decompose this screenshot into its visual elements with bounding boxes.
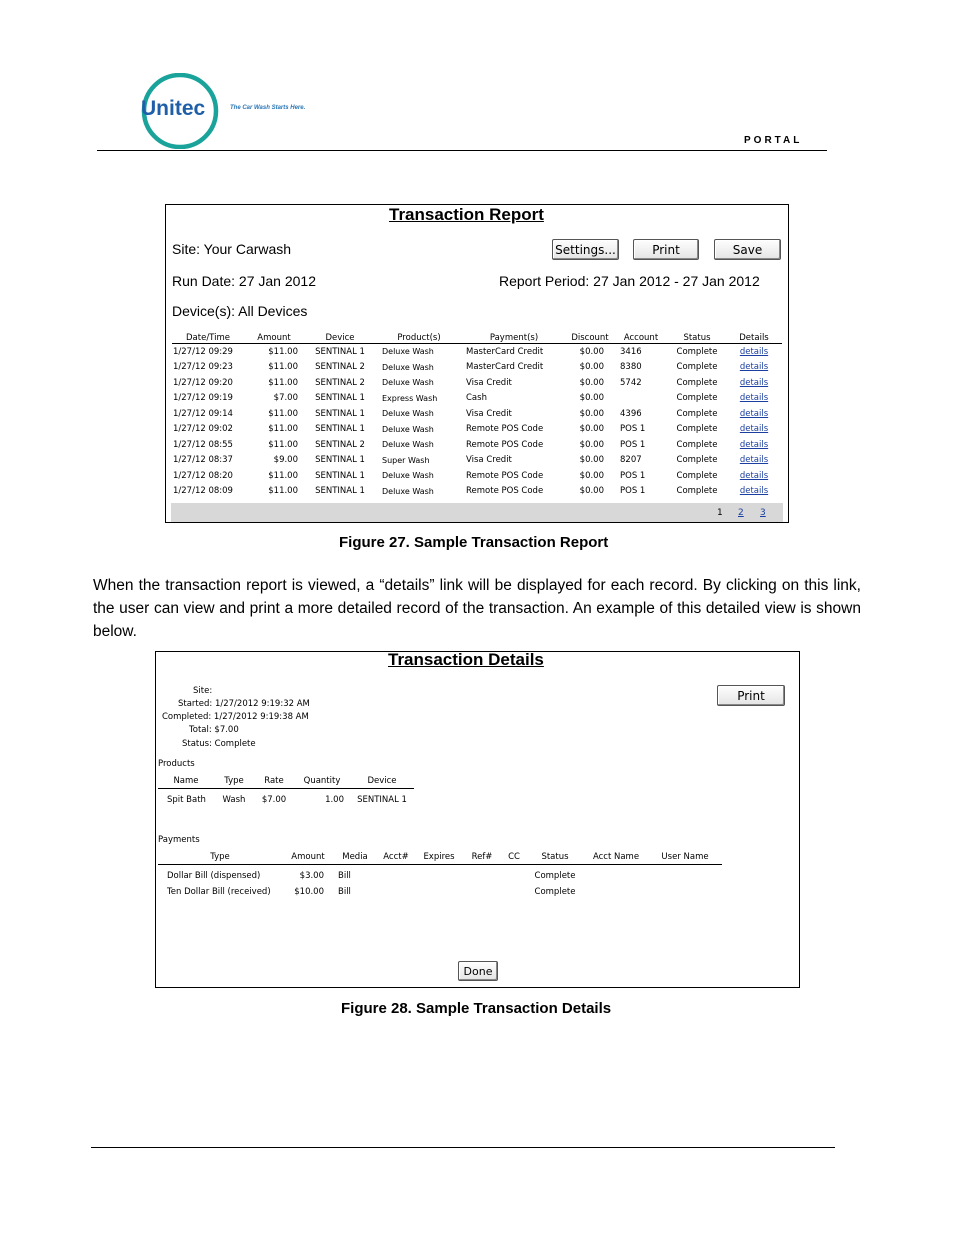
row-datetime: 1/27/12 09:29 <box>173 346 233 357</box>
row-account: 5742 <box>620 377 642 388</box>
row-device: SENTINAL 2 <box>315 439 365 450</box>
products-header-row <box>158 776 414 789</box>
details-link[interactable]: details <box>739 346 769 357</box>
table-row <box>158 789 414 806</box>
row-device: SENTINAL 1 <box>315 455 365 466</box>
row-account <box>614 391 668 407</box>
row-datetime: 1/27/12 09:23 <box>173 362 233 373</box>
payment-acct-name <box>584 881 648 897</box>
report-table-body <box>172 344 782 500</box>
row-device: SENTINAL 1 <box>315 486 365 497</box>
row-amount: $11.00 <box>268 362 298 373</box>
row-datetime: 1/27/12 08:20 <box>173 470 233 481</box>
row-payment: Remote POS Code <box>466 486 544 497</box>
payment-acct-name <box>584 865 648 882</box>
row-product: Super Wash <box>382 455 430 465</box>
done-button[interactable]: Done <box>458 961 498 981</box>
row-product: Deluxe Wash <box>382 362 434 372</box>
row-account: POS 1 <box>620 439 646 450</box>
row-discount: $0.00 <box>579 393 604 404</box>
row-account: POS 1 <box>620 470 646 481</box>
row-status: Complete <box>676 486 718 497</box>
row-account: POS 1 <box>620 486 646 497</box>
row-account: 4396 <box>620 408 642 419</box>
payment-media: Bill <box>338 870 351 881</box>
details-link[interactable]: details <box>739 424 769 435</box>
col-header: Amount <box>257 333 291 343</box>
col-header: Status <box>683 333 711 343</box>
figure28-caption: Figure 28. Sample Transaction Details <box>341 1000 612 1017</box>
col-header: Discount <box>571 333 609 343</box>
row-amount: $11.00 <box>268 470 298 481</box>
row-account: POS 1 <box>620 424 646 435</box>
details-link[interactable]: details <box>739 470 769 481</box>
table-row <box>172 422 782 438</box>
table-row <box>172 437 782 453</box>
payment-ref <box>462 865 502 882</box>
row-product: Deluxe Wash <box>382 378 434 388</box>
row-amount: $11.00 <box>268 486 298 497</box>
payment-expires <box>416 881 462 897</box>
payment-amount: $10.00 <box>294 886 324 897</box>
row-discount: $0.00 <box>579 377 604 388</box>
row-amount: $7.00 <box>273 393 298 404</box>
payment-status: Complete <box>534 886 576 897</box>
row-datetime: 1/27/12 09:20 <box>173 377 233 388</box>
page-current: 1 <box>717 508 723 518</box>
row-payment: MasterCard Credit <box>466 362 544 373</box>
report-period: Report Period: 27 Jan 2012 - 27 Jan 2012 <box>499 273 760 289</box>
col-header: Payment(s) <box>489 333 539 343</box>
details-print-button[interactable]: Print <box>717 685 785 706</box>
row-payment: Remote POS Code <box>466 424 544 435</box>
col-header: Account <box>623 333 659 343</box>
payment-type: Dollar Bill (dispensed) <box>167 870 261 881</box>
row-discount: $0.00 <box>579 439 604 450</box>
page-link[interactable]: 2 <box>738 508 744 518</box>
table-row <box>172 468 782 484</box>
row-device: SENTINAL 1 <box>315 424 365 435</box>
row-amount: $11.00 <box>268 377 298 388</box>
payment-cc <box>502 865 526 882</box>
report-table <box>172 330 782 499</box>
footer-divider <box>91 1147 835 1148</box>
col-header: Quantity <box>303 776 341 786</box>
row-status: Complete <box>676 346 718 357</box>
row-discount: $0.00 <box>579 346 604 357</box>
row-amount: $9.00 <box>273 455 298 466</box>
product-name: Spit Bath <box>167 794 206 805</box>
row-payment: Visa Credit <box>466 377 512 388</box>
col-header: Details <box>739 333 769 343</box>
payment-type: Ten Dollar Bill (received) <box>167 886 271 897</box>
row-account: 3416 <box>620 346 642 357</box>
payment-acct <box>376 881 416 897</box>
row-discount: $0.00 <box>579 455 604 466</box>
payment-expires <box>416 865 462 882</box>
row-status: Complete <box>676 455 718 466</box>
report-title: Transaction Report <box>389 205 544 224</box>
payments-header-row <box>158 852 722 865</box>
col-header: Type <box>210 852 230 862</box>
row-device: SENTINAL 1 <box>315 393 365 404</box>
product-type: Wash <box>222 794 246 805</box>
col-header: Product(s) <box>397 333 441 343</box>
table-row <box>172 375 782 391</box>
payment-ref <box>462 881 502 897</box>
row-device: SENTINAL 2 <box>315 377 365 388</box>
row-status: Complete <box>676 424 718 435</box>
detail-started: Started: 1/27/2012 9:19:32 AM <box>178 699 310 709</box>
row-payment: Remote POS Code <box>466 470 544 481</box>
row-discount: $0.00 <box>579 362 604 373</box>
table-row <box>172 484 782 500</box>
row-payment: Cash <box>466 393 487 404</box>
report-run-date: Run Date: 27 Jan 2012 <box>172 273 316 289</box>
report-header-row <box>172 330 782 344</box>
row-datetime: 1/27/12 08:09 <box>173 486 233 497</box>
col-header: Ref# <box>471 852 493 862</box>
detail-status: Status: Complete <box>182 739 256 749</box>
figure27-caption: Figure 27. Sample Transaction Report <box>339 534 609 551</box>
table-row <box>172 391 782 407</box>
header-divider <box>97 150 827 151</box>
row-device: SENTINAL 1 <box>315 408 365 419</box>
col-header: Rate <box>264 776 284 786</box>
print-button[interactable]: Print <box>633 239 699 260</box>
product-quantity: 1.00 <box>325 794 344 805</box>
row-status: Complete <box>676 470 718 481</box>
product-device: SENTINAL 1 <box>357 794 407 805</box>
row-payment: Remote POS Code <box>466 439 544 450</box>
col-header: Name <box>173 776 199 786</box>
col-header: Date/Time <box>186 333 230 343</box>
row-product: Deluxe Wash <box>382 409 434 419</box>
row-device: SENTINAL 1 <box>315 346 365 357</box>
row-device: SENTINAL 1 <box>315 470 365 481</box>
body-paragraph: When the transaction report is viewed, a “details” link will be displayed for each record. By clicking on this link, the user can view and print a more detailed record of the transaction. An example of this detailed view is shown below. <box>93 577 861 640</box>
col-header: Acct Name <box>592 852 640 862</box>
details-link[interactable]: details <box>739 439 769 450</box>
col-header: CC <box>508 852 520 862</box>
row-amount: $11.00 <box>268 439 298 450</box>
logo-ring-icon <box>138 73 222 149</box>
product-rate: $7.00 <box>261 794 287 805</box>
payment-cc <box>502 881 526 897</box>
row-product: Deluxe Wash <box>382 424 434 434</box>
col-header: Media <box>342 852 368 862</box>
transaction-report-figure <box>165 204 789 523</box>
row-discount: $0.00 <box>579 424 604 435</box>
unitec-logo <box>138 73 318 149</box>
report-devices: Device(s): All Devices <box>172 303 308 319</box>
row-product: Deluxe Wash <box>382 471 434 481</box>
detail-site: Site: <box>193 686 213 696</box>
row-status: Complete <box>676 377 718 388</box>
payment-acct <box>376 865 416 882</box>
row-product: Deluxe Wash <box>382 486 434 496</box>
row-account: 8380 <box>620 362 642 373</box>
logo-tagline: The Car Wash Starts Here. <box>230 105 306 111</box>
row-status: Complete <box>676 393 718 404</box>
payment-media: Bill <box>338 886 351 897</box>
details-link[interactable]: details <box>739 408 769 419</box>
col-header: User Name <box>661 852 709 862</box>
row-product: Deluxe Wash <box>382 440 434 450</box>
details-link[interactable]: details <box>739 362 769 373</box>
details-link[interactable]: details <box>739 377 769 388</box>
row-datetime: 1/27/12 08:55 <box>173 439 233 450</box>
row-payment: MasterCard Credit <box>466 346 544 357</box>
table-row <box>172 406 782 422</box>
report-site: Site: Your Carwash <box>172 241 292 257</box>
transaction-details-figure <box>155 651 800 988</box>
row-payment: Visa Credit <box>466 455 512 466</box>
payments-table <box>158 852 722 897</box>
section-label: PORTAL <box>744 135 803 146</box>
row-datetime: 1/27/12 09:02 <box>173 424 233 435</box>
page-link[interactable]: 3 <box>760 508 766 518</box>
row-amount: $11.00 <box>268 346 298 357</box>
row-status: Complete <box>676 362 718 373</box>
payment-amount: $3.00 <box>299 870 324 881</box>
products-label: Products <box>158 759 195 769</box>
row-amount: $11.00 <box>268 408 298 419</box>
row-datetime: 1/27/12 09:19 <box>173 393 233 404</box>
row-datetime: 1/27/12 09:14 <box>173 408 233 419</box>
row-discount: $0.00 <box>579 408 604 419</box>
col-header: Status <box>541 852 569 862</box>
row-product: Express Wash <box>382 393 438 403</box>
settings-button[interactable]: Settings... <box>552 239 619 260</box>
table-row <box>172 344 782 360</box>
table-row <box>172 453 782 469</box>
table-row <box>158 865 722 882</box>
col-header: Amount <box>291 852 325 862</box>
col-header: Type <box>224 776 244 786</box>
row-device: SENTINAL 2 <box>315 362 365 373</box>
pagination-bar <box>171 503 783 522</box>
detail-completed: Completed: 1/27/2012 9:19:38 AM <box>162 712 309 722</box>
save-button[interactable]: Save <box>714 239 781 260</box>
table-row <box>158 881 722 897</box>
table-row <box>172 360 782 376</box>
row-amount: $11.00 <box>268 424 298 435</box>
payment-user-name <box>648 865 722 882</box>
row-discount: $0.00 <box>579 470 604 481</box>
row-payment: Visa Credit <box>466 408 512 419</box>
row-datetime: 1/27/12 08:37 <box>173 455 233 466</box>
col-header: Device <box>325 333 355 343</box>
details-title: Transaction Details <box>388 650 544 669</box>
logo-text: Unitec <box>141 97 206 120</box>
detail-total: Total: $7.00 <box>189 725 239 735</box>
row-product: Deluxe Wash <box>382 347 434 357</box>
payment-user-name <box>648 881 722 897</box>
col-header: Acct# <box>383 852 409 862</box>
payment-status: Complete <box>534 870 576 881</box>
col-header: Expires <box>423 852 455 862</box>
details-link[interactable]: details <box>739 393 769 404</box>
row-status: Complete <box>676 408 718 419</box>
products-table <box>158 776 414 805</box>
row-status: Complete <box>676 439 718 450</box>
row-account: 8207 <box>620 455 642 466</box>
row-discount: $0.00 <box>579 486 604 497</box>
col-header: Device <box>367 776 397 786</box>
details-link[interactable]: details <box>739 455 769 466</box>
details-link[interactable]: details <box>739 486 769 497</box>
payments-label: Payments <box>158 835 200 845</box>
